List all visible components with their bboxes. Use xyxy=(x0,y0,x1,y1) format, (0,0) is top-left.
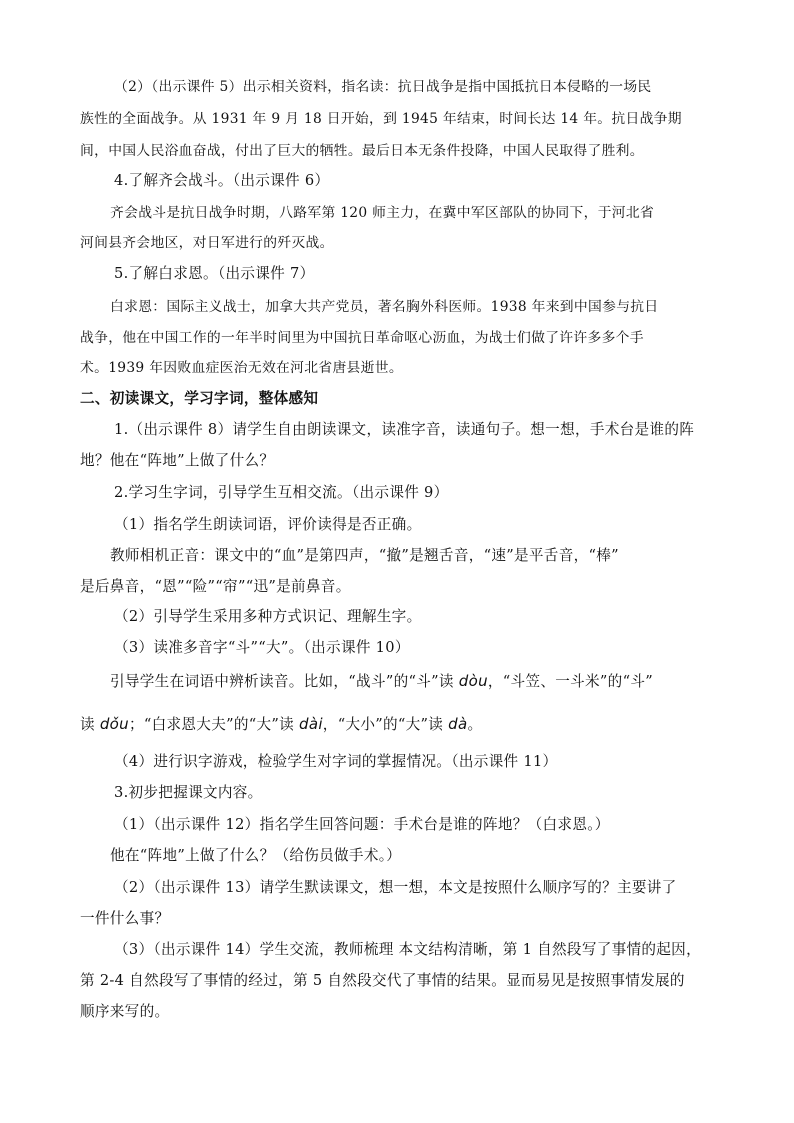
text-span: 读 xyxy=(80,716,95,733)
paragraph-line: 一件什么事？ xyxy=(80,910,170,927)
paragraph-line: 第 2-4 自然段写了事情的经过，第 5 自然段交代了事情的结果。显而易见是按照事情发展的 xyxy=(80,972,685,989)
paragraph-line: 白求恩：国际主义战士，加拿大共产党员，著名胸外科医师。1938 年来到中国参与抗日 xyxy=(110,299,659,315)
text-span: 。 xyxy=(467,716,483,733)
paragraph-line: （1）（出示课件 12）指名学生回答问题：手术台是谁的阵地？（白求恩。） xyxy=(114,816,610,833)
pinyin: dà xyxy=(448,715,468,733)
text-span: ，“斗笠、一斗米”的“斗” xyxy=(487,673,653,690)
section-heading: 二、初读课文，学习字词，整体感知 xyxy=(80,390,319,407)
section-item: 3.初步把握课文内容。 xyxy=(114,784,263,801)
paragraph-line: （3）读准多音字“斗”“大”。（出示课件 10） xyxy=(114,639,410,656)
paragraph-line: 术。1939 年因败血症医治无效在河北省唐县逝世。 xyxy=(80,360,403,376)
section-item: 2.学习生字词，引导学生互相交流。（出示课件 9） xyxy=(114,484,449,501)
paragraph-line: 族性的全面战争。从 1931 年 9 月 18 日开始，到 1945 年结束，时间长达 14 年。抗日战争期 xyxy=(80,111,682,127)
paragraph-line: 是后鼻音，“恩”“险”“帘”“迅”是前鼻音。 xyxy=(80,578,351,595)
paragraph-line: （2）（出示课件 13）请学生默读课文，想一想，本文是按照什么顺序写的？主要讲了 xyxy=(114,879,677,896)
paragraph-line: 间，中国人民浴血奋战，付出了巨大的牺牲。最后日本无条件投降，中国人民取得了胜利。 xyxy=(80,143,644,159)
paragraph-line: （2）（出示课件 5）出示相关资料，指名读：抗日战争是指中国抵抗日本侵略的一场民 xyxy=(114,79,652,95)
paragraph-line: 地？他在“阵地”上做了什么？ xyxy=(80,452,275,469)
paragraph-line: （1）指名学生朗读词语，评价读得是否正确。 xyxy=(114,516,422,533)
paragraph-line: 战争，他在中国工作的一年半时间里为中国抗日革命呕心沥血，为战士们做了许许多多个手 xyxy=(80,330,644,346)
pinyin: dài xyxy=(299,715,323,733)
paragraph-line: 河间县齐会地区，对日军进行的歼灭战。 xyxy=(80,235,334,251)
pinyin: dǒu xyxy=(99,715,129,733)
text-span: ；“白求恩大夫”的“大”读 xyxy=(128,716,295,733)
pinyin: dòu xyxy=(458,672,488,690)
paragraph-line: （3）（出示课件 14）学生交流，教师梳理 本文结构清晰，第 1 自然段写了事情的起因， xyxy=(114,941,701,958)
paragraph-line: 齐会战斗是抗日战争时期，八路军第 120 师主力，在冀中军区部队的协同下，于河北省 xyxy=(110,205,655,221)
paragraph-line: 他在“阵地”上做了什么？（给伤员做手术。） xyxy=(110,847,402,864)
paragraph-line: 1.（出示课件 8）请学生自由朗读课文，读准字音，读通句子。想一想，手术台是谁的阵 xyxy=(114,421,695,438)
paragraph-line: 顺序来写的。 xyxy=(80,1003,170,1020)
text-span: 引导学生在词语中辨析读音。比如，“战斗”的“斗”读 xyxy=(110,673,454,690)
section-item: 5.了解白求恩。（出示课件 7） xyxy=(114,265,315,282)
text-span: ，“大小”的“大”读 xyxy=(322,716,444,733)
paragraph-line: （4）进行识字游戏，检验学生对字词的掌握情况。（出示课件 11） xyxy=(114,753,558,770)
paragraph-line: 教师相机正音：课文中的“血”是第四声，“撤”是翘舌音，“速”是平舌音，“棒” xyxy=(110,547,619,564)
paragraph-line: （2）引导学生采用多种方式识记、理解生字。 xyxy=(114,608,422,625)
paragraph-line xyxy=(80,708,716,741)
paragraph-line xyxy=(80,665,716,698)
section-item: 4.了解齐会战斗。（出示课件 6） xyxy=(114,172,330,189)
